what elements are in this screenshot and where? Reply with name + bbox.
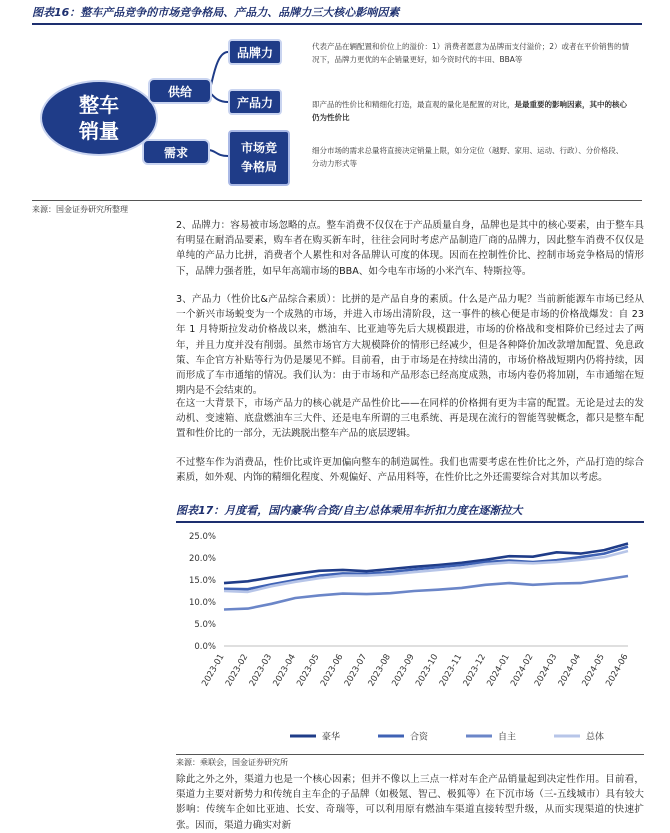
brand-power-description: 代表产品在辆配置和价位上的溢价：1）消费者愿意为品牌而支付溢价；2）或者在平价销售的情况下，品牌力更优的车企销量更好，如今资时代的丰田、BBA等 <box>312 42 630 64</box>
y-tick-label: 5.0% <box>194 620 216 630</box>
x-tick-label: 2023-10 <box>414 652 441 689</box>
paragraph-brand-power: 2、品牌力：容易被市场忽略的点。整车消费不仅仅在于产品质量自身，品牌也是其中的核心要素，由于整车具有明显在耐消品要素，购车者在购买新车时，往往会同时考虑产品制造厂商的品牌力，因此整车消费不仅仅是单纯的产品力比拼，消费者个人累性和对各品牌认可度的体现。因而在控制性价比、控制市场竞争格局的情形下，品牌力强者胜，如早年高端市场的BBA、如今电车市场的小米汽车、特斯拉等。 <box>176 220 644 277</box>
figure17-source: 来源：乘联会，国金证券研究所 <box>176 758 288 767</box>
y-tick-label: 0.0% <box>194 642 216 652</box>
product-power-description-text: 即产品的性价比和精细化打造，最直观的量化是配置的对比， <box>312 100 515 109</box>
product-power-description-emphasis: 是最重要的影响因素，其中的核心仍为性价比 <box>312 100 627 122</box>
x-tick-label: 2024-03 <box>532 652 560 689</box>
supply-node: 供给 <box>148 78 212 104</box>
x-tick-label: 2024-05 <box>580 652 607 689</box>
paragraph-overall-quality: 不过整车作为消费品，性价比或许更加偏向整车的制造属性。我们也需要考虑在性价比之外，产品打造的综合素质，如外观、内饰的精细化程度、外观偏好、产品用料等，在性价比之外还需要综合对其加以考虑。 <box>176 457 644 484</box>
series-line-豪华 <box>224 544 628 584</box>
x-tick-label: 2024-02 <box>509 652 536 689</box>
figure16-bottom-rule <box>32 200 642 201</box>
paragraph-channel-power: 除此之外之外，渠道力也是一个核心因素；但并不像以上三点一样对车企产品销量起到决定性作用。目前看，渠道力主要对新势力和传统自主车企的子品牌（如极氪、智己、极狐等）在下沉市场（三-五线城市）具有较大影响：传统车企如比亚迪、长安、奇瑞等，可以利用原有燃油车渠道直接转型升级，从而实现渠道的快速扩张。因而，渠道力确实对新 <box>176 774 644 831</box>
x-tick-label: 2023-07 <box>342 652 370 689</box>
y-tick-label: 10.0% <box>188 598 216 608</box>
legend-label: 豪华 <box>322 732 341 743</box>
figure16-diagram <box>32 26 642 196</box>
vehicle-sales-node: 整车 销量 <box>40 80 158 156</box>
discount-line-chart <box>176 522 644 754</box>
x-tick-label: 2024-04 <box>556 652 584 689</box>
x-tick-label: 2023-05 <box>295 652 322 689</box>
x-tick-label: 2023-06 <box>319 652 346 689</box>
x-tick-label: 2024-06 <box>604 652 631 689</box>
figure17-title: 图表17：月度看，国内豪华/合资/自主/总体乘用车折扣力度在逐渐拉大 <box>176 502 644 523</box>
x-tick-label: 2023-12 <box>461 652 489 689</box>
paragraph-cost-performance: 在这一大背景下，市场产品力的核心就是产品性价比——在同样的价格拥有更为丰富的配置。无论是过去的发动机、变速箱、底盘燃油车三大件、还是电车所谓的三电系统、再是现在流行的智能驾驶概念，都只是整车配置和性价比的一部分，无法跳脱出整车产品的底层逻辑。 <box>176 398 644 440</box>
series-line-总体 <box>224 551 628 592</box>
x-tick-label: 2024-01 <box>485 652 512 689</box>
x-tick-label: 2023-11 <box>437 652 465 689</box>
product-power-node: 产品力 <box>228 89 282 115</box>
demand-node: 需求 <box>142 139 210 165</box>
figure17-bottom-rule <box>176 754 644 755</box>
paragraph-product-power: 3、产品力（性价比&产品综合素质）：比拼的是产品自身的素质。什么是产品力呢？当前新能源车市场已经从一个新兴市场蜕变为一个成熟的市场，并进入市场出清阶段，这一事件的核心便是市场的价格战爆发：自 23 年 1 月特斯拉发动价格战以来，燃油车、比亚迪等先后大规模跟进，市场的价格战和变相降价已经过去了两年，并且力度并没有削弱。虽然市场官方大规模降价的情形已经减少，但是各种降价加改款增加配置、免息政策、车企官方补贴等行为仍是屡见不鲜。目前看，由于市场是在持续出清的，市场价格战短期内仍将持续，因而形成了车市通缩的情况。我们认为：由于市场和产品形态已经高度成熟，市场内卷仍将加剧，车市通缩在短期内是不会结束的。 <box>176 294 644 397</box>
legend-label: 自主 <box>498 732 517 743</box>
y-tick-label: 25.0% <box>188 532 216 542</box>
figure16-title: 图表16：整车产品竞争的市场竞争格局、产品力、品牌力三大核心影响因素 <box>32 4 642 25</box>
product-power-description <box>312 98 630 124</box>
figure16-source: 来源：国金证券研究所整理 <box>32 205 128 214</box>
x-tick-label: 2023-02 <box>223 652 251 689</box>
legend-label: 合资 <box>410 732 429 743</box>
x-tick-label: 2023-03 <box>247 652 275 689</box>
x-tick-label: 2023-01 <box>200 652 227 689</box>
y-tick-label: 15.0% <box>188 576 216 586</box>
legend-label: 总体 <box>586 732 605 743</box>
x-tick-label: 2023-04 <box>271 652 298 689</box>
market-structure-description: 细分市场的需求总量将直接决定销量上限，如分定位（越野、家用、运动、行政）、分价格段、分动力形式等 <box>312 146 624 168</box>
x-tick-label: 2023-08 <box>366 652 393 689</box>
chart-svg <box>176 522 644 754</box>
brand-power-node: 品牌力 <box>228 39 282 65</box>
y-tick-label: 20.0% <box>188 554 216 564</box>
x-tick-label: 2023-09 <box>390 652 417 689</box>
market-structure-node: 市场竞 争格局 <box>228 130 290 186</box>
